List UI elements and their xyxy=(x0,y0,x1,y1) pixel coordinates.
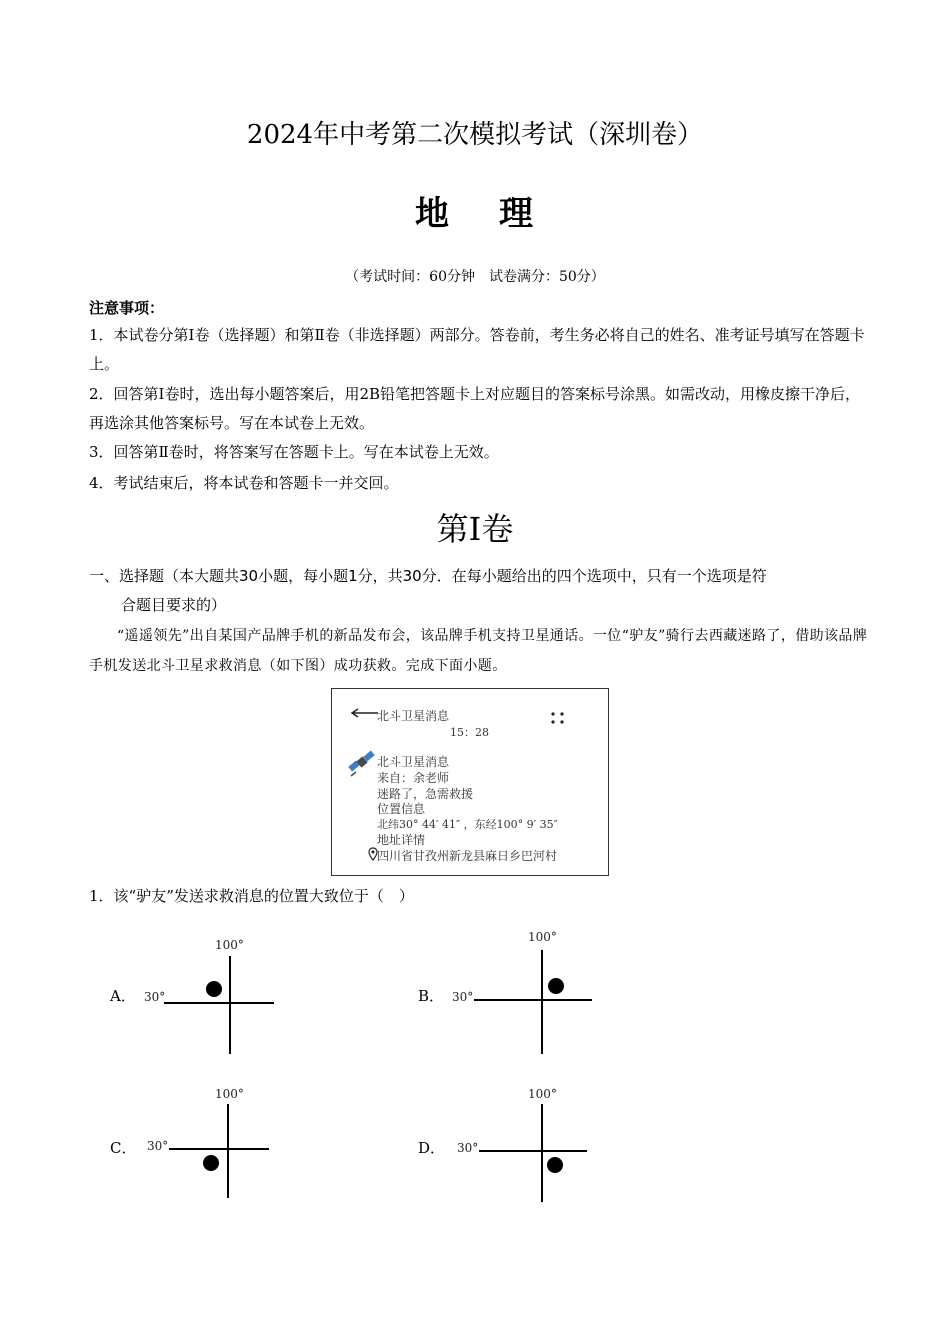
message-sender: 来自：余老师 xyxy=(377,771,450,785)
reading-passage: “遥遥领先”出自某国产品牌手机的新品发布会，该品牌手机支持卫星通话。一位“驴友”骑行去西藏迷路了，借助该品牌手机发送北斗卫星求救消息（如下图）成功获救。完成下面小题。 xyxy=(89,628,868,674)
notice-heading: 注意事项： xyxy=(89,299,165,317)
option-c-location-dot xyxy=(203,1155,219,1171)
option-b-coordinate-diagram xyxy=(470,946,596,1058)
satellite-message-figure xyxy=(331,688,609,876)
section-title: 第Ⅰ卷 xyxy=(436,510,514,548)
option-c-coordinate-diagram xyxy=(165,1100,275,1202)
location-coordinates: 北纬30° 44′ 41″ ，东经100° 9′ 35″ xyxy=(377,818,558,831)
message-title: 北斗卫星消息 xyxy=(377,755,450,769)
location-label: 位置信息 xyxy=(377,802,426,816)
option-b-location-dot xyxy=(548,978,564,994)
option-b-lat-label: 30° xyxy=(452,990,474,1004)
message-content: 迷路了，急需救援 xyxy=(377,787,474,801)
part-heading xyxy=(89,562,869,620)
option-d-lon-label: 100° xyxy=(528,1087,557,1101)
option-a-coordinate-diagram xyxy=(160,952,280,1058)
option-b-label: B． xyxy=(418,987,445,1005)
exam-title: 2024年中考第二次模拟考试（深圳卷） xyxy=(246,120,704,150)
notice-item-4: 4．考试结束后，将本试卷和答题卡一并交回。 xyxy=(89,474,399,492)
option-a-lon-label: 100° xyxy=(215,938,244,952)
question-1-stem: 1．该“驴友”发送求救消息的位置大致位于（ ） xyxy=(89,887,414,905)
exam-info: （考试时间：60分钟 试卷满分：50分） xyxy=(345,269,605,285)
back-arrow-icon xyxy=(350,708,380,718)
address-label: 地址详情 xyxy=(377,833,426,847)
option-c-lat-label: 30° xyxy=(147,1139,169,1153)
screen-header-title: 北斗卫星消息 xyxy=(377,709,450,723)
notice-item-3: 3．回答第Ⅱ卷时，将答案写在答题卡上。写在本试卷上无效。 xyxy=(89,443,499,461)
option-a-location-dot xyxy=(206,981,222,997)
option-d-lat-label: 30° xyxy=(457,1141,479,1155)
subject-char-2: 理 xyxy=(499,194,535,234)
option-c-lon-label: 100° xyxy=(215,1087,244,1101)
option-b-lon-label: 100° xyxy=(528,930,557,944)
option-d-label: D． xyxy=(418,1139,446,1157)
notice-item-1: 1．本试卷分第Ⅰ卷（选择题）和第Ⅱ卷（非选择题）两部分。答卷前，考生务必将自己的姓名、准考证号填写在答题卡上。 xyxy=(89,326,865,373)
message-time: 15：28 xyxy=(450,726,489,739)
menu-dots-icon xyxy=(550,711,566,725)
address-detail: 四川省甘孜州新龙县麻日乡巴河村 xyxy=(377,849,558,863)
option-c-label: C． xyxy=(110,1139,137,1157)
option-d-coordinate-diagram xyxy=(475,1100,591,1206)
subject-char-1: 地 xyxy=(415,194,451,234)
satellite-icon xyxy=(347,749,377,777)
option-a-lat-label: 30° xyxy=(144,990,166,1004)
subject-title xyxy=(0,186,950,235)
option-a-label: A． xyxy=(110,987,136,1005)
part-heading-line-1: 一、选择题（本大题共30小题，每小题1分，共30分．在每小题给出的四个选项中，只有一个选项是符 xyxy=(89,567,767,585)
part-heading-line-2: 合题目要求的） xyxy=(121,596,227,614)
option-d-location-dot xyxy=(547,1157,563,1173)
notice-item-2: 2．回答第Ⅰ卷时，选出每小题答案后，用2B铅笔把答题卡上对应题目的答案标号涂黑。如需改动，用橡皮擦干净后，再选涂其他答案标号。写在本试卷上无效。 xyxy=(89,385,861,432)
